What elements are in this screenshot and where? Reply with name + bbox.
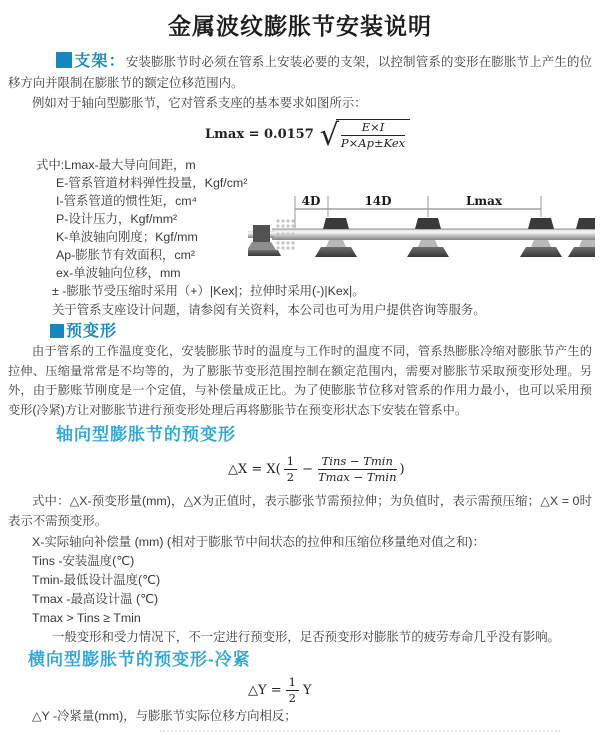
dim-label-4d: 4D (301, 194, 321, 208)
definition-item: Ap-膨胀节有效面积，cm² (56, 248, 196, 262)
support-intro-paragraph (8, 52, 592, 93)
minus-sign: − (302, 461, 313, 477)
lateral-note: △Y -冷紧量(mm)，与膨胀节实际位移方向相反； (32, 709, 297, 723)
support-spacing-diagram (248, 192, 595, 287)
lateral-predeform-heading: 横向型膨胀节的预变形-冷紧 (28, 650, 251, 669)
sqrt-symbol-icon: √ (319, 118, 339, 153)
support-intro-text: 安装膨胀节时必须在管系上安装必要的支架，以控制管系的变形在膨胀节上产生的位移方向并限制在膨胀节的额定位移范围内。 (8, 55, 592, 90)
one-half-fraction: $\frac{1}{2}$ (286, 676, 299, 705)
temp-inequality: Tmax > Tins ≥ Tmin (32, 611, 141, 625)
definitions-lead-line: 式中:Lmax-最大导向间距，m (36, 158, 196, 172)
lmax-formula-numerator: E×I (341, 121, 405, 136)
definition-item: E-管系管道材料弹性投量，Kgf/cm² (56, 176, 248, 190)
formula-lhs: △Y = (248, 682, 282, 698)
section-bullet-icon (56, 52, 72, 68)
axial-note-x: X-实际轴向补偿量 (mm) (相对于膨胀节中间状态的拉伸和压缩位移量绝对值之和)： (32, 535, 485, 549)
dim-label-14d: 14D (364, 194, 392, 208)
plusminus-rule-line: ± -膨胀节受压缩时采用（+）|Kex|；拉伸时采用(-)|Kex|。 (52, 284, 365, 298)
axial-note-definition: 式中：△X-预变形量(mm)，△X为正值时，表示膨张节需预拉伸；为负值时，表示需预压缩；△X = 0时表示不需预变形。 (8, 494, 592, 528)
dim-label-lmax: Lmax (465, 194, 503, 208)
sqrt-radicand (336, 119, 410, 150)
formula-rhs: Y (302, 682, 312, 698)
temp-definition: Tins -安装温度(℃) (32, 554, 135, 568)
predeform-section-heading (50, 322, 600, 342)
temp-definition: Tmax -最高设计温 (℃) (32, 592, 159, 606)
consulting-line: 关于管系支座设计问题，请参阅有关资料，本公司也可为用户提供咨询等服务。 (52, 303, 486, 317)
predeform-paragraph: 由于管系的工作温度变化，安装膨胀节时的温度与工作时的温度不同，管系热膨胀冷缩对膨胀节产生的拉伸、压缩量常常是不均等的，为了膨胀节变形范围控制在额定范围内，需要对膨胀节采取预变形处理。另外，由于膨账节刚度是一个定值，与补偿量成正比。为了使膨胀节位移对管系的作用力最小，也可以采用预变形(冷紧)方让对膨胀节进行预变形处理后再将膨胀节在预变形状态下安装在管系中。 (8, 344, 592, 417)
axial-predeform-heading: 轴向型膨胀节的预变形 (56, 425, 236, 444)
support-example-line: 例如对于轴向型膨胀节，它对管系支座的基本要求如图所示： (32, 96, 367, 110)
axial-general-note: 一般变形和受力情况下，不一定进行预变形，足否预变形对膨胀节的疲劳寿命几乎没有影响。 (52, 630, 561, 644)
one-half-fraction: $\frac{1}{2}$ (284, 455, 297, 484)
definition-item: I-管系管道的惯性矩，cm⁴ (56, 194, 197, 208)
page-title: 金属波纹膨胀节安装说明 (168, 13, 432, 39)
definition-item: K-单波轴向刚度；Kgf/mm (56, 230, 198, 244)
temperature-ratio-fraction: $\frac{\text{Tins − Tmin}}{Tmax - Tmin}$ (317, 453, 397, 484)
lateral-predeform-formula (248, 675, 600, 705)
lmax-formula (205, 116, 600, 152)
closing-paren: ) (399, 461, 405, 477)
temp-definition: Tmin-最低设计温度(℃) (32, 573, 161, 587)
definition-item: P-设计压力，Kgf/mm² (56, 212, 178, 226)
cropped-text-remnant (160, 730, 560, 734)
definition-item: ex-单波轴向位移，mm (56, 266, 181, 280)
axial-predeform-formula (228, 452, 600, 486)
predeform-section-label: 预变形 (66, 323, 118, 340)
pipe (272, 229, 595, 240)
lmax-formula-denominator: P×Ap±Kex (340, 135, 406, 150)
section-bullet-icon (50, 324, 64, 338)
lmax-formula-lhs: Lmax = 0.0157 (205, 126, 314, 142)
formula-lhs: △X = X( (228, 461, 281, 477)
support-section-label: 支架： (74, 53, 126, 70)
